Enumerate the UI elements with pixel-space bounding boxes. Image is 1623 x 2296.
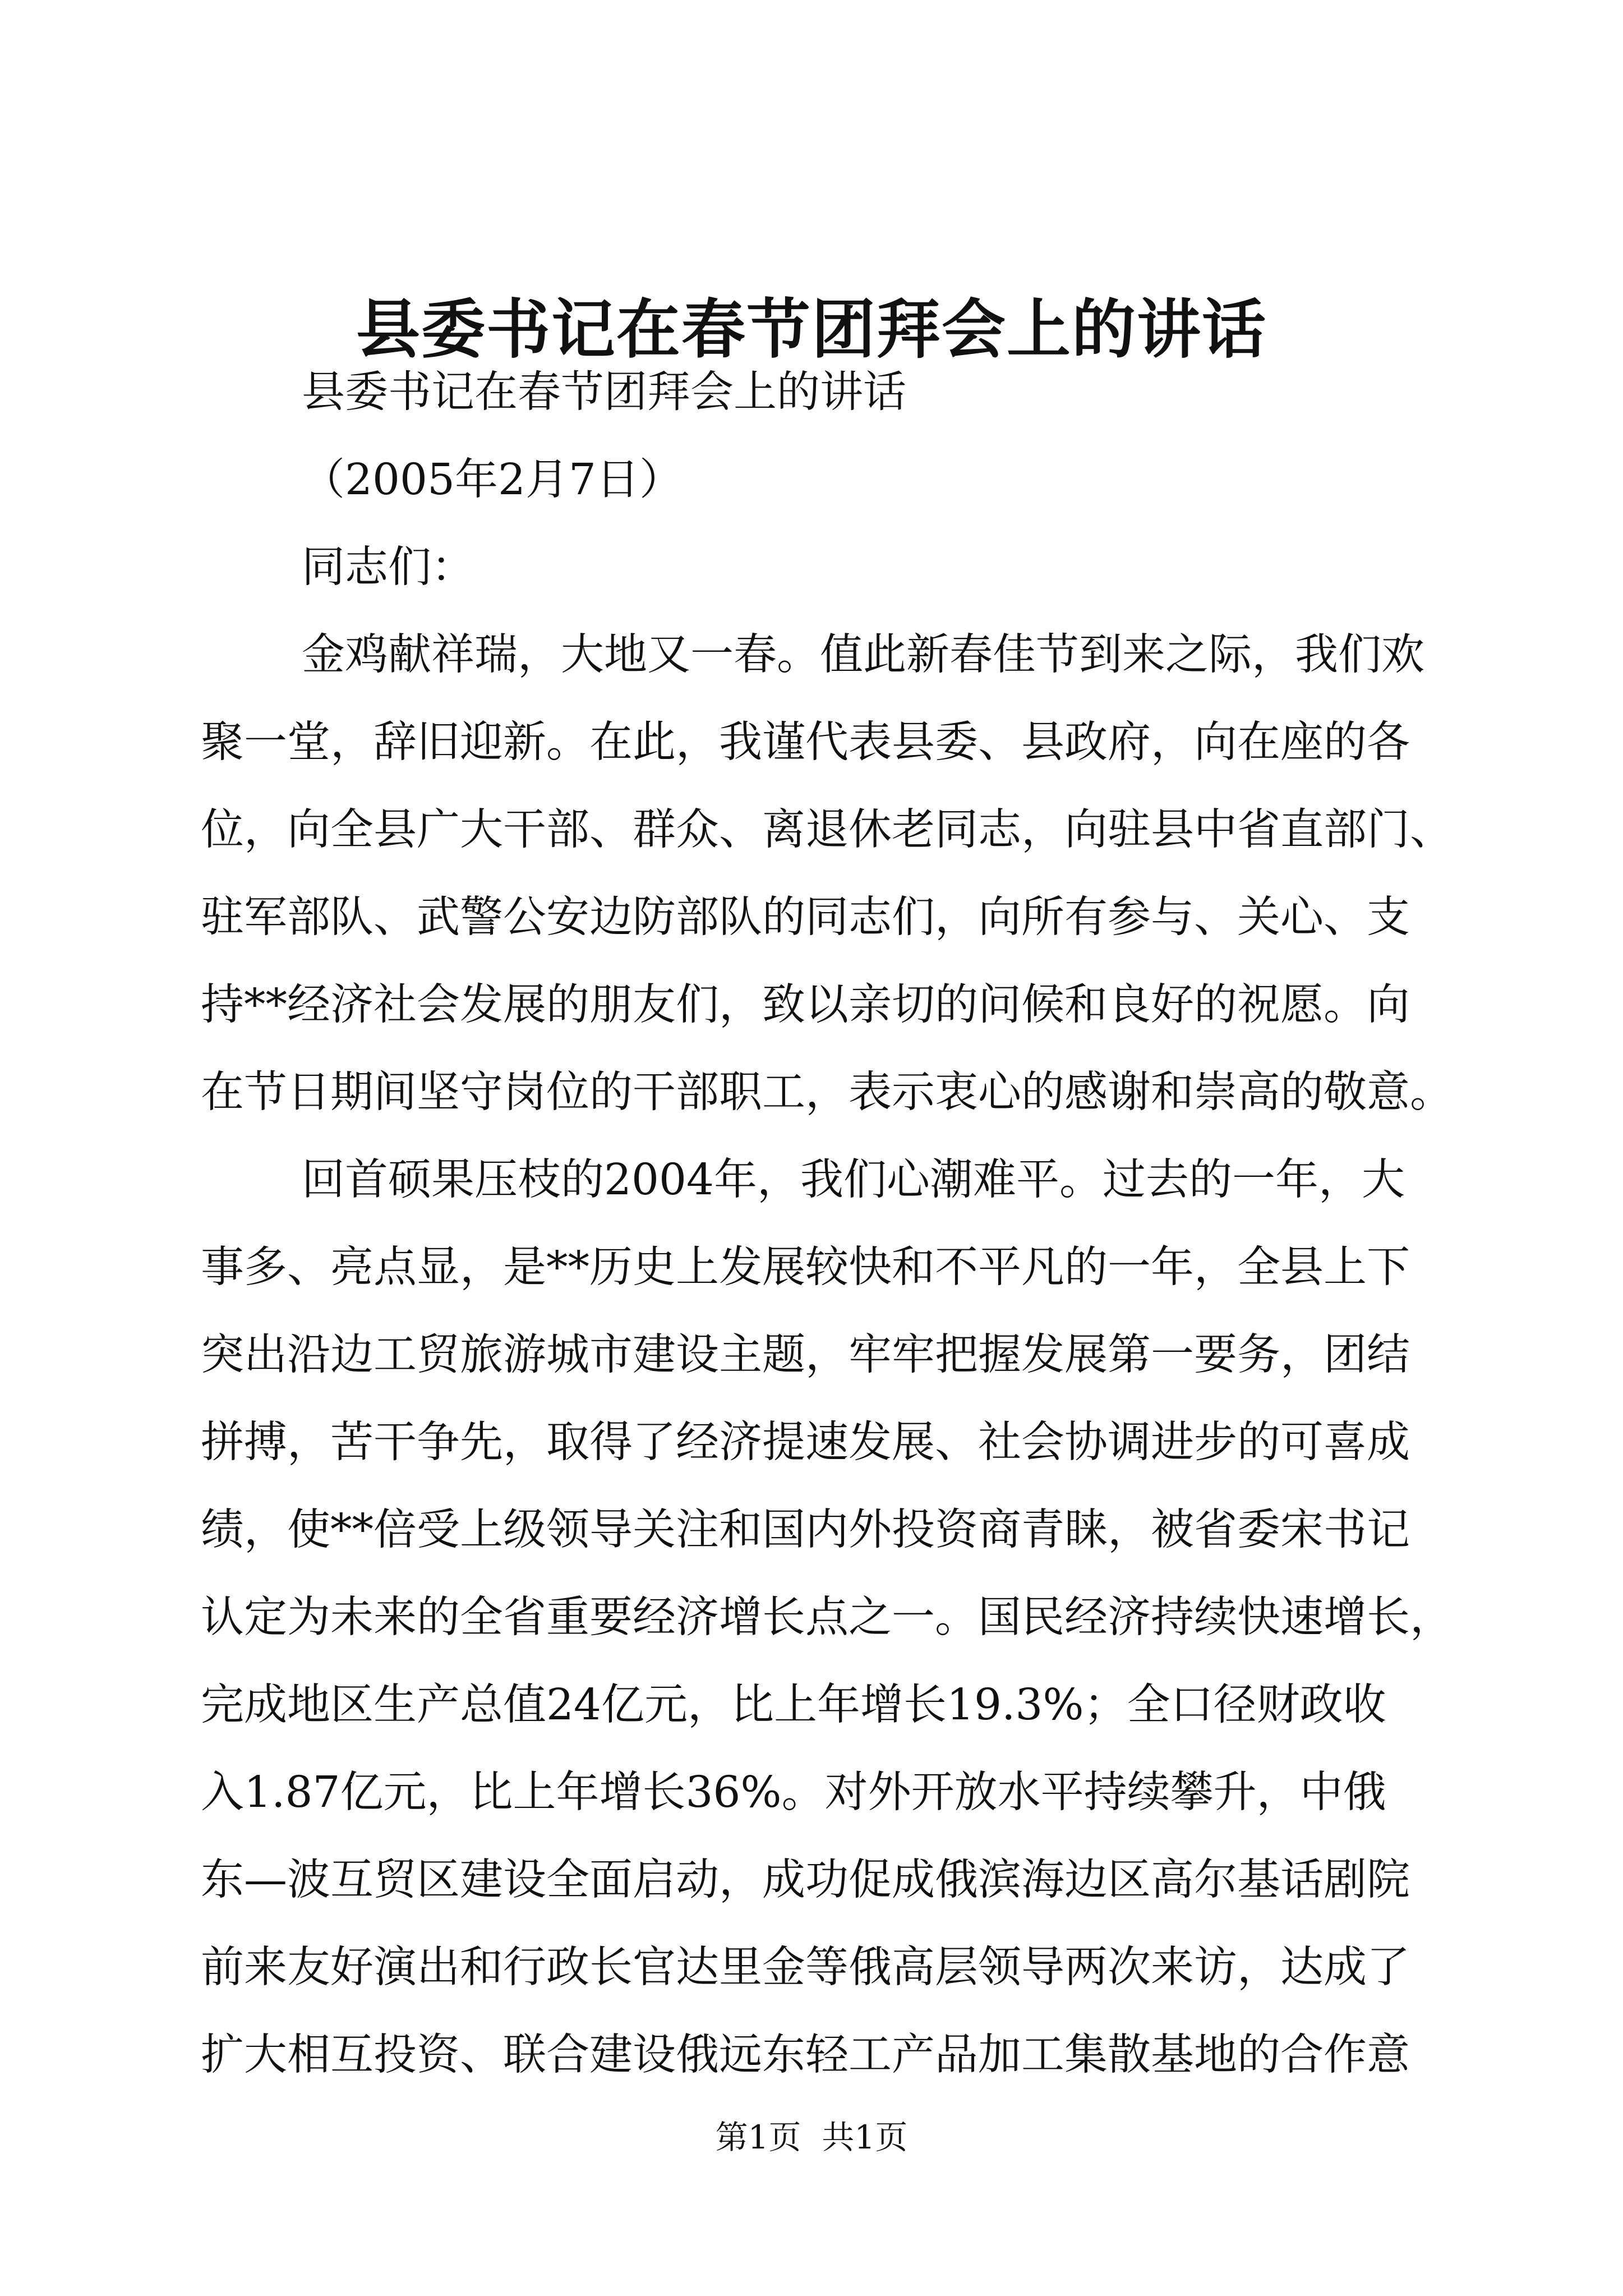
date-line: （2005年2月7日） — [302, 455, 683, 505]
paragraph-2-line: 入1.87亿元，比上年增长36%。对外开放水平持续攀升，中俄 — [201, 1768, 1386, 1818]
page-footer — [0, 2115, 1623, 2160]
document-body — [201, 349, 1453, 2099]
paragraph-2-line: 完成地区生产总值24亿元，比上年增长19.3%；全口径财政收 — [201, 1680, 1386, 1730]
subtitle-line: 县委书记在春节团拜会上的讲话 — [302, 367, 906, 417]
paragraph-2-line: 绩，使**倍受上级领导关注和国内外投资商青睐，被省委宋书记 — [201, 1505, 1410, 1555]
page-number-label: 第1页 共1页 — [715, 2118, 908, 2156]
paragraph-2-line: 东—波互贸区建设全面启动，成功促成俄滨海边区高尔基话剧院 — [201, 1855, 1410, 1905]
paragraph-2-line: 前来友好演出和行政长官达里金等俄高层领导两次来访，达成了 — [201, 1943, 1410, 1993]
paragraph-1-line: 金鸡献祥瑞，大地又一春。值此新春佳节到来之际，我们欢 — [302, 630, 1424, 680]
document-title: 县委书记在春节团拜会上的讲话 — [356, 292, 1267, 367]
salutation-line: 同志们： — [302, 542, 474, 592]
paragraph-1-line: 在节日期间坚守岗位的干部职工，表示衷心的感谢和崇高的敬意。 — [201, 1068, 1453, 1117]
paragraph-1-line: 位，向全县广大干部、群众、离退休老同志，向驻县中省直部门、 — [201, 805, 1453, 855]
paragraph-2-line: 认定为未来的全省重要经济增长点之一。国民经济持续快速增长， — [201, 1593, 1453, 1642]
paragraph-2-line: 事多、亮点显，是**历史上发展较快和不平凡的一年，全县上下 — [201, 1243, 1410, 1292]
paragraph-1-line: 驻军部队、武警公安边防部队的同志们，向所有参与、关心、支 — [201, 892, 1410, 942]
paragraph-2-line: 扩大相互投资、联合建设俄远东轻工产品加工集散基地的合作意 — [201, 2030, 1410, 2080]
paragraph-1-line: 聚一堂，辞旧迎新。在此，我谨代表县委、县政府，向在座的各 — [201, 717, 1410, 767]
paragraph-1-line: 持**经济社会发展的朋友们，致以亲切的问候和良好的祝愿。向 — [201, 980, 1410, 1030]
paragraph-2-line: 回首硕果压枝的2004年，我们心潮难平。过去的一年，大 — [302, 1155, 1405, 1205]
paragraph-2-line: 拼搏，苦干争先，取得了经济提速发展、社会协调进步的可喜成 — [201, 1418, 1410, 1467]
paragraph-2-line: 突出沿边工贸旅游城市建设主题，牢牢把握发展第一要务，团结 — [201, 1330, 1410, 1380]
